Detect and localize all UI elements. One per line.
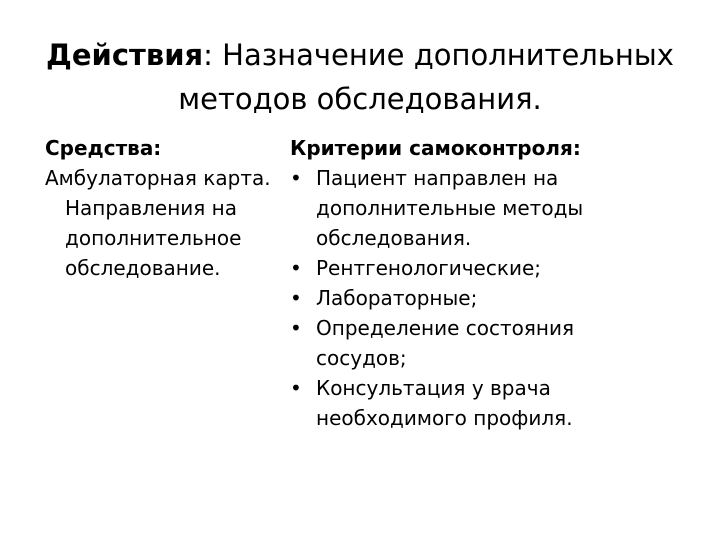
criteria-item-line: необходимого профиля. xyxy=(316,406,573,430)
bullet-icon: • xyxy=(290,256,302,280)
criteria-item-line: Консультация у врача xyxy=(316,376,551,400)
criteria-item-line: дополнительные методы xyxy=(316,196,584,220)
criteria-item xyxy=(290,373,700,433)
criteria-item-line: обследования. xyxy=(316,226,472,250)
means-heading: Средства: xyxy=(45,136,162,160)
title-bold-word: Действия xyxy=(46,38,204,72)
means-line-1: Амбулаторная карта. xyxy=(45,166,271,190)
criteria-item xyxy=(290,283,700,313)
title-line-2: методов обследования. xyxy=(178,82,542,116)
means-column xyxy=(45,133,295,283)
criteria-item xyxy=(290,313,700,373)
means-line-4: обследование. xyxy=(65,256,221,280)
bullet-icon: • xyxy=(290,316,302,340)
criteria-item xyxy=(290,163,700,253)
bullet-icon: • xyxy=(290,166,302,190)
means-line-2: Направления на xyxy=(65,196,237,220)
criteria-item xyxy=(290,253,700,283)
criteria-item-line: Рентгенологические; xyxy=(316,256,541,280)
slide-title xyxy=(40,33,680,121)
title-rest: : Назначение дополнительных xyxy=(203,38,674,72)
means-line-3: дополнительное xyxy=(65,226,242,250)
criteria-list xyxy=(290,163,700,433)
criteria-item-line: Определение состояния xyxy=(316,316,575,340)
criteria-heading: Критерии самоконтроля: xyxy=(290,136,581,160)
criteria-column xyxy=(290,133,700,433)
criteria-item-line: Лабораторные; xyxy=(316,286,478,310)
bullet-icon: • xyxy=(290,376,302,400)
title-line-1 xyxy=(40,33,680,77)
criteria-item-line: сосудов; xyxy=(316,346,407,370)
bullet-icon: • xyxy=(290,286,302,310)
criteria-item-line: Пациент направлен на xyxy=(316,166,559,190)
